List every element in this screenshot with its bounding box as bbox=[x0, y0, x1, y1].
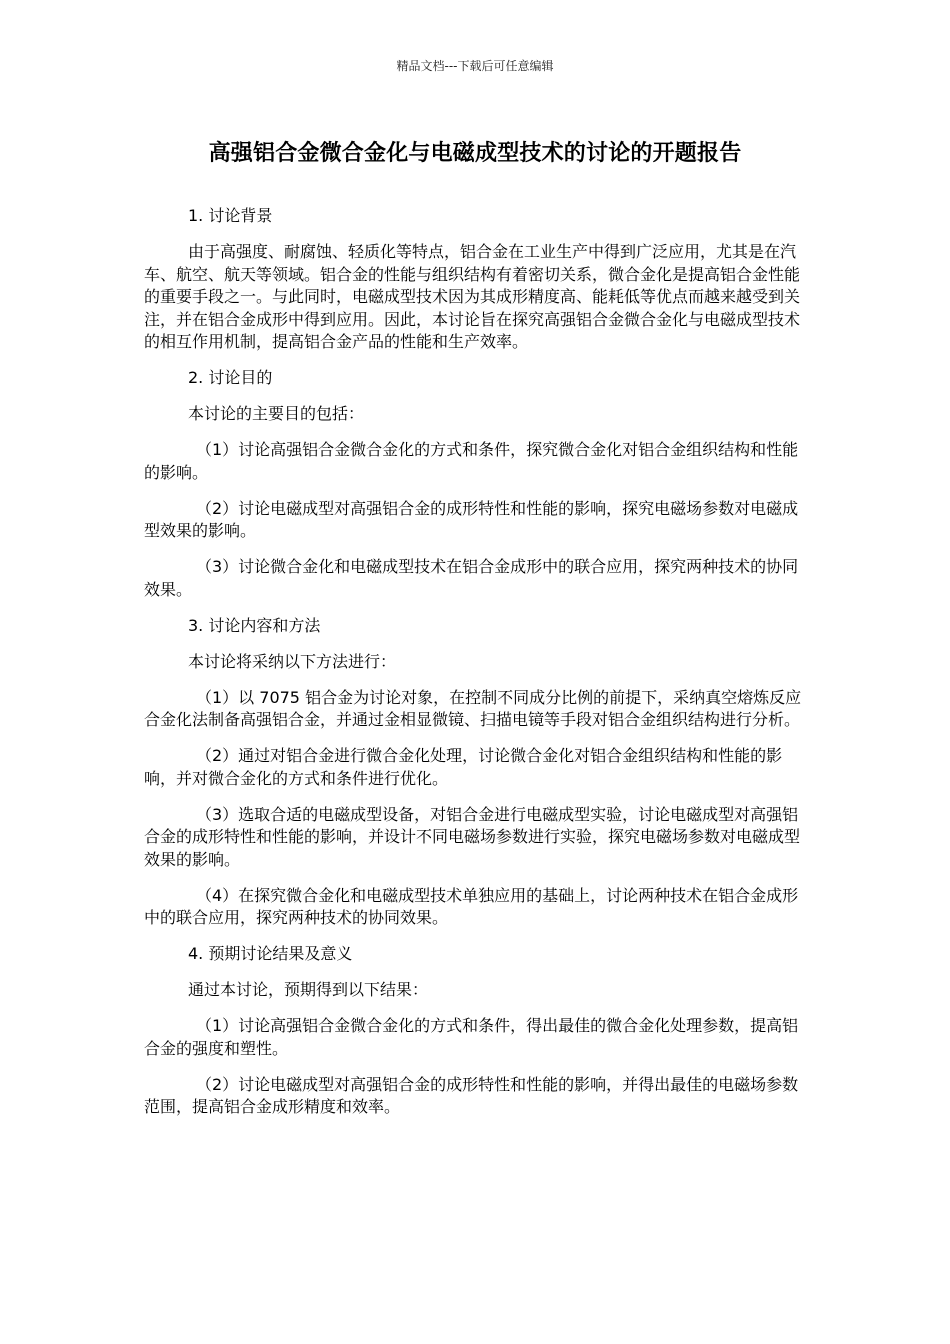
paragraph-intro: 本讨论的主要目的包括： bbox=[188, 404, 365, 423]
list-item: （1）以 7075 铝合金为讨论对象，在控制不同成分比例的前提下，采纳真空熔炼反应合金化法制备高强铝合金，并通过金相显微镜、扫描电镜等手段对铝合金组织结构进行分析。 bbox=[144, 687, 802, 729]
section-heading-purpose: 2. 讨论目的 bbox=[188, 368, 273, 387]
list-item: （3）选取合适的电磁成型设备，对铝合金进行电磁成型实验，讨论电磁成型对高强铝合金的成形特性和性能的影响，并设计不同电磁场参数进行实验，探究电磁场参数对电磁成型效果的影响。 bbox=[144, 804, 801, 869]
paragraph-intro: 通过本讨论，预期得到以下结果： bbox=[188, 980, 429, 999]
section-heading-expected-results: 4. 预期讨论结果及意义 bbox=[188, 944, 353, 963]
list-item: （3）讨论微合金化和电磁成型技术在铝合金成形中的联合应用，探究两种技术的协同效果。 bbox=[144, 557, 799, 599]
list-item: （4）在探究微合金化和电磁成型技术单独应用的基础上，讨论两种技术在铝合金成形中的联合应用，探究两种技术的协同效果。 bbox=[144, 885, 799, 927]
document-title: 高强铝合金微合金化与电磁成型技术的讨论的开题报告 bbox=[208, 141, 742, 166]
section-heading-background: 1. 讨论背景 bbox=[188, 206, 273, 225]
paragraph: 由于高强度、耐腐蚀、轻质化等特点，铝合金在工业生产中得到广泛应用，尤其是在汽车、航空、航天等领域。铝合金的性能与组织结构有着密切关系，微合金化是提高铝合金性能的重要手段之一。与此同时，电磁成型技术因为其成形精度高、能耗低等优点而越来越受到关注，并在铝合金成形中得到应用。因此，本讨论旨在探究高强铝合金微合金化与电磁成型技术的相互作用机制，提高铝合金产品的性能和生产效率。 bbox=[144, 242, 801, 351]
paragraph-intro: 本讨论将采纳以下方法进行： bbox=[188, 651, 397, 671]
list-item: （2）通过对铝合金进行微合金化处理，讨论微合金化对铝合金组织结构和性能的影响，并对微合金化的方式和条件进行优化。 bbox=[144, 746, 783, 788]
list-item: （2）讨论电磁成型对高强铝合金的成形特性和性能的影响，探究电磁场参数对电磁成型效果的影响。 bbox=[144, 498, 799, 540]
list-item: （1）讨论高强铝合金微合金化的方式和条件，得出最佳的微合金化处理参数，提高铝合金的强度和塑性。 bbox=[144, 1016, 799, 1058]
document-body bbox=[144, 205, 804, 1132]
list-item: （1）讨论高强铝合金微合金化的方式和条件，探究微合金化对铝合金组织结构和性能的影响。 bbox=[144, 440, 799, 482]
section-heading-methods: 3. 讨论内容和方法 bbox=[188, 615, 321, 635]
list-item: （2）讨论电磁成型对高强铝合金的成形特性和性能的影响，并得出最佳的电磁场参数范围，提高铝合金成形精度和效率。 bbox=[144, 1074, 799, 1116]
page-header-note: 精品文档---下载后可任意编辑 bbox=[396, 59, 554, 73]
